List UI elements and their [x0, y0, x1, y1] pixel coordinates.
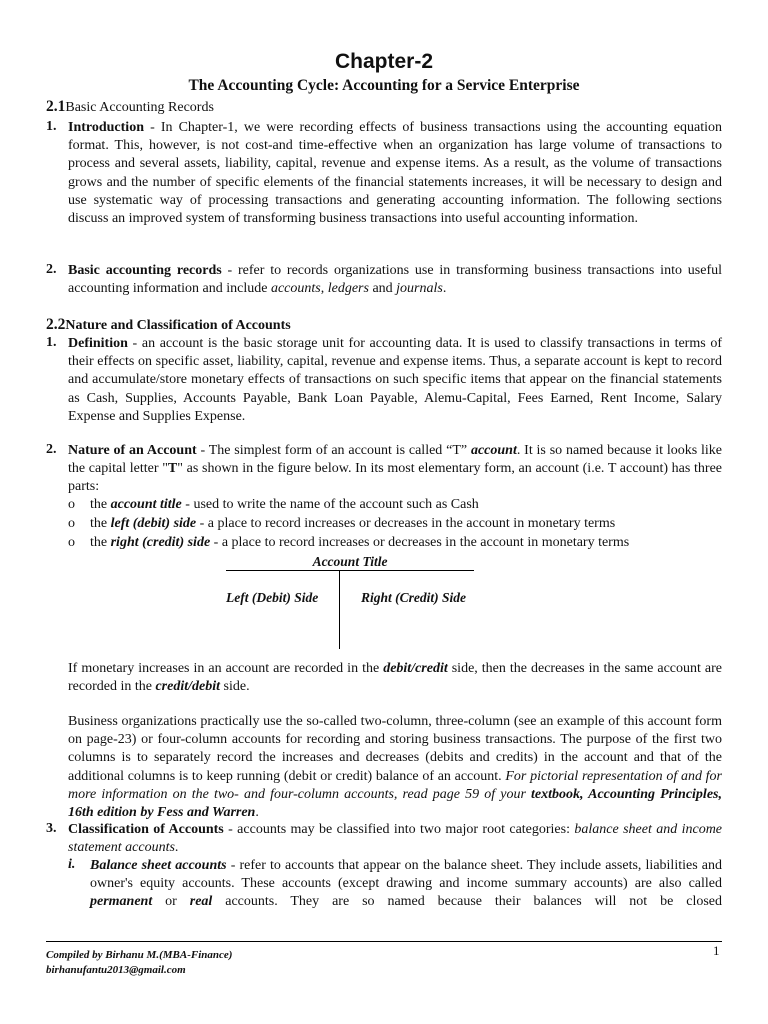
- term-accounts: accounts: [270, 281, 321, 297]
- period: .: [255, 805, 259, 821]
- introduction-paragraph: [68, 119, 722, 228]
- item-number: 3.: [46, 821, 57, 836]
- term-permanent: permanent: [90, 894, 153, 910]
- balance-sheet-lead: Balance sheet accounts: [90, 858, 227, 873]
- section-2-1-heading: [46, 98, 214, 116]
- item-number: 2.: [46, 442, 57, 457]
- chapter-subtitle: The Accounting Cycle: Accounting for a Service Enterprise: [188, 77, 580, 94]
- classification-categories: balance sheet and income statement accounts: [68, 822, 723, 856]
- paragraph-text: Business organizations practically use the so-called two-column, three-column (see an example of this account form on page-23) or four-column accounts for recording and storing business transactions. The purpose of the first two columns is to separately record the increases and decreases (debits and credits) in the account and that of the additional columns is to keep running (debit or credit) balance of an account.: [68, 714, 722, 784]
- section-2-2-heading: [46, 316, 291, 334]
- debit-credit-paragraph: [68, 660, 722, 696]
- introduction-text: - In Chapter-1, we were recording effects of business transactions using the accounting equation format. This, however, is not cost-and time-effective when an organization has large volume of transactions to process and several assets, liability, capital, revenue and expense items. As a result, as the volume of transactions grows and the number of specific elements of the financial statements increases, it will be necessary to design and use systematic way of processing transactions and generating accounting information. The following sections discuss an improved system of transforming business transactions into useful accounting information.: [68, 120, 722, 227]
- item-number: i.: [68, 857, 76, 872]
- bullet-marker: o: [68, 516, 75, 531]
- bullet-marker: o: [68, 535, 75, 550]
- term-t-account: account: [470, 443, 517, 458]
- separator: ,: [320, 281, 328, 297]
- definition-lead: Definition: [68, 336, 128, 351]
- bullet-text: the: [90, 497, 111, 512]
- bullet-term: left (debit) side: [110, 516, 197, 531]
- basic-records-text: - refer to records organizations use in transforming business transactions into useful accounting information and include: [68, 263, 722, 297]
- textbook-reference: textbook, Accounting Principles, 16th edition by Fess and Warren: [68, 786, 722, 821]
- balance-sheet-paragraph: [90, 857, 722, 912]
- basic-records-paragraph: [68, 262, 722, 298]
- bullet-text: the: [90, 516, 111, 531]
- introduction-lead: Introduction: [68, 120, 144, 135]
- conjunction: or: [152, 894, 190, 910]
- bullet-text: - a place to record increases or decreases in the account in monetary terms: [210, 535, 630, 550]
- footer-email: birhanufantu2013@gmail.com: [46, 964, 186, 976]
- bullet-marker: o: [68, 497, 75, 512]
- section-number: 2.2: [46, 316, 66, 333]
- definition-text: - an account is the basic storage unit for accounting data. It is used to classify transactions in terms of their effects on specific asset, liability, capital, revenue and expense items. Thus, a separate account is kept to record and accumulate/store monetary effects of transactions on such specific items that appear on the financial statements as Cash, Supplies, Accounts Payable, Bank Loan Payable, Alemu-Capital, Fees Earned, Rent Income, Salary Expense and Supplies Expense.: [68, 336, 722, 424]
- term-credit-debit: credit/debit: [155, 679, 221, 695]
- term-real: real: [189, 894, 213, 910]
- paragraph-italic-text: For pictorial representation of and for more information on the two- and four-column accounts, read page 59 of your: [68, 768, 722, 802]
- bullet-term: account title: [110, 497, 182, 512]
- t-account-vertical-line: [339, 570, 340, 649]
- classification-text: - accounts may be classified into two major root categories:: [223, 822, 575, 837]
- section-title: Nature and Classification of Accounts: [65, 318, 291, 333]
- chapter-heading: Chapter-2: [334, 50, 434, 73]
- period: .: [442, 281, 447, 297]
- conjunction: and: [368, 281, 397, 297]
- section-title: Basic Accounting Records: [65, 100, 214, 115]
- basic-records-lead: Basic accounting records: [68, 263, 222, 278]
- term-journals: journals: [396, 281, 443, 297]
- bullet-text: the: [90, 535, 111, 550]
- section-number: 2.1: [46, 98, 66, 115]
- t-account-right-label: Right (Credit) Side: [361, 590, 467, 605]
- item-number: 2.: [46, 262, 57, 277]
- term-ledgers: ledgers: [327, 281, 369, 297]
- bullet-item: [68, 535, 629, 551]
- nature-text: - The simplest form of an account is called “T”: [196, 443, 471, 458]
- definition-paragraph: [68, 335, 722, 426]
- paragraph-text: If monetary increases in an account are recorded in the: [68, 661, 384, 676]
- bullet-item: [68, 516, 615, 532]
- footer-rule: [46, 941, 722, 942]
- nature-text: . It is so named because it looks like the capital letter ": [68, 443, 722, 477]
- t-account-title: Account Title: [312, 554, 388, 569]
- nature-text: " as shown in the figure below. In its most elementary form, an account (i.e. T account) has three parts:: [68, 461, 722, 495]
- letter-t: T: [167, 461, 178, 477]
- footer-compiled-by: Compiled by Birhanu M.(MBA-Finance): [46, 949, 233, 961]
- t-account-left-label: Left (Debit) Side: [226, 590, 319, 605]
- classification-paragraph: [68, 821, 722, 857]
- balance-sheet-text: - refer to accounts that appear on the balance sheet. They include assets, liabilities and owner's equity accounts. These accounts (except drawing and income summary accounts) are also called: [90, 858, 722, 892]
- balance-sheet-text: accounts. They are so named because their balances will not be closed: [212, 894, 722, 910]
- period: .: [174, 840, 179, 856]
- business-paragraph: [68, 713, 722, 822]
- term-debit-credit: debit/credit: [383, 661, 448, 676]
- bullet-text: - used to write the name of the account such as Cash: [181, 497, 479, 512]
- t-account-top-line: [226, 570, 474, 571]
- bullet-text: - a place to record increases or decreases in the account in monetary terms: [196, 516, 616, 531]
- paragraph-text: side.: [220, 679, 250, 695]
- item-number: 1.: [46, 335, 57, 350]
- page-number: 1: [713, 943, 720, 958]
- nature-paragraph: [68, 442, 722, 497]
- nature-lead: Nature of an Account: [68, 443, 197, 458]
- item-number: 1.: [46, 119, 57, 134]
- bullet-item: [68, 497, 479, 513]
- paragraph-text: side, then the decreases in the same account are recorded in the: [68, 661, 722, 695]
- bullet-term: right (credit) side: [110, 535, 211, 550]
- classification-lead: Classification of Accounts: [68, 822, 224, 837]
